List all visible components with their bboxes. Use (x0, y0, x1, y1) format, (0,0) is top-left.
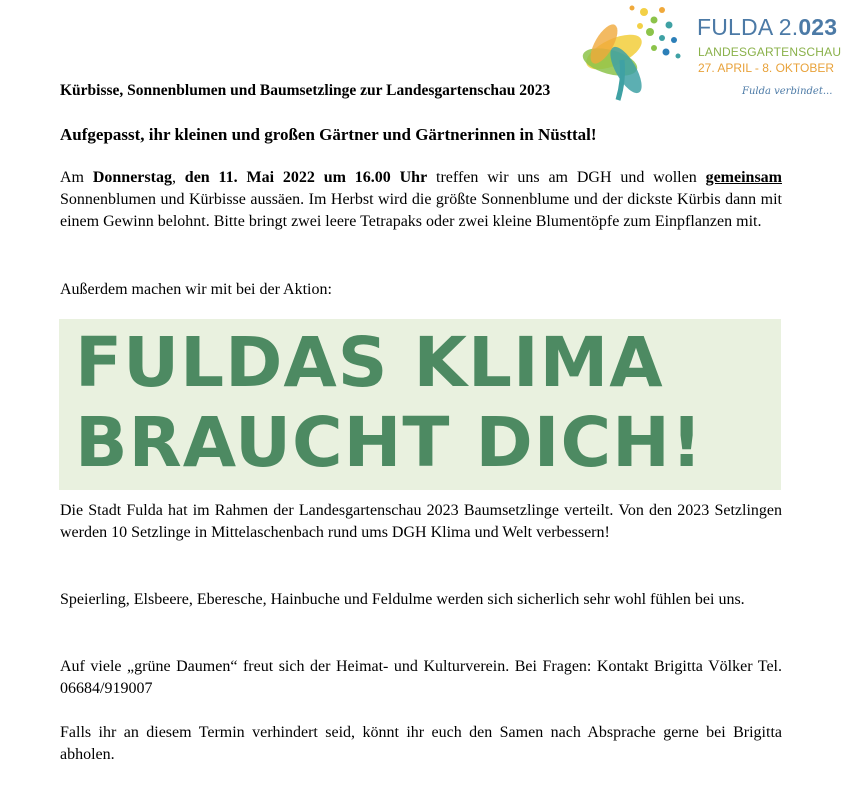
paragraph-invitation (60, 167, 782, 233)
paragraph-saplings: Die Stadt Fulda hat im Rahmen der Landesgartenschau 2023 Baumsetzlinge verteilt. Von den 2023 Setzlingen werden 10 Setzlinge in Mittelaschenbach rund ums DGH Klima und Welt verbessern! (60, 502, 782, 541)
logo-title-year: 023 (798, 14, 838, 40)
heading-greeting: Aufgepasst, ihr kleinen und großen Gärtner und Gärtnerinnen in Nüsttal! (60, 125, 597, 144)
invite-text-4: Sonnenblumen und Kürbisse aussäen. Im Herbst wird die größte Sonnenblume und der dickste Kürbis dann mit einem Gewinn belohnt. Bitte bringt zwei leere Tetrapaks oder zwei kleine Blumentöpfe zum Einpflanzen mit. (60, 191, 782, 230)
paragraph-pickup: Falls ihr an diesem Termin verhindert seid, könnt ihr euch den Samen nach Absprache gerne bei Brigitta abholen. (60, 724, 782, 763)
invite-datetime: den 11. Mai 2022 um 16.00 Uhr (184, 169, 428, 186)
paragraph-action-intro: Außerdem machen wir mit bei der Aktion: (60, 281, 332, 298)
klima-banner (59, 319, 781, 490)
invite-text-2: , (171, 169, 185, 186)
logo-subtitle: LANDESGARTENSCHAU (698, 45, 842, 59)
logo-slogan: Fulda verbindet... (742, 86, 833, 97)
paragraph-tree-species: Speierling, Elsbeere, Eberesche, Hainbuche und Feldulme werden sich sicherlich sehr wohl fühlen bei uns. (60, 591, 745, 608)
heading-topic: Kürbisse, Sonnenblumen und Baumsetzlinge zur Landesgartenschau 2023 (60, 82, 551, 99)
logo-title-text: FULDA 2. (697, 14, 799, 40)
invite-text-1: Am (60, 169, 93, 186)
logo-dates: 27. APRIL - 8. OKTOBER (698, 61, 835, 75)
logo-title (697, 14, 837, 41)
invite-together: gemeinsam (705, 169, 783, 186)
banner-line-1: FULDAS KLIMA (75, 323, 664, 403)
banner-line-2: BRAUCHT DICH! (75, 403, 704, 483)
invite-text-3: treffen wir uns am DGH und wollen (427, 169, 706, 186)
invite-day: Donnerstag (92, 169, 172, 186)
paragraph-contact: Auf viele „grüne Daumen“ freut sich der Heimat- und Kulturverein. Bei Fragen: Kontakt Brigitta Völker Tel. 06684/919007 (60, 658, 782, 697)
